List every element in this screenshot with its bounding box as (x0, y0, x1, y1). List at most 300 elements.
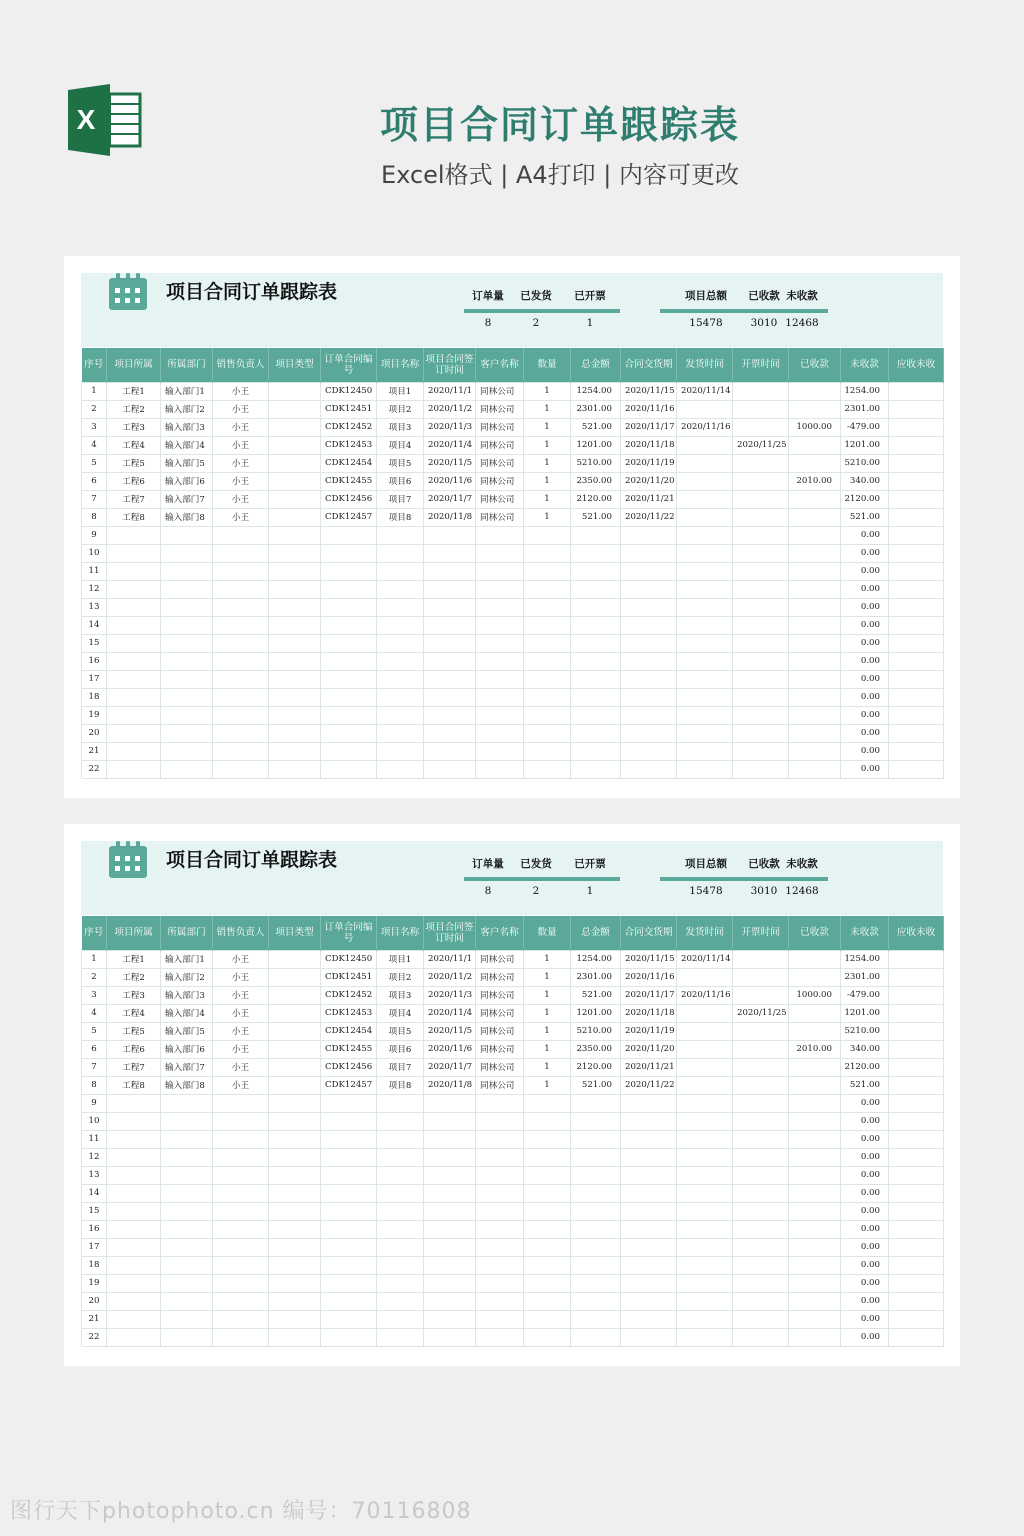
table-cell[interactable] (524, 526, 571, 544)
table-cell[interactable] (107, 580, 161, 598)
table-cell[interactable]: 2020/11/4 (424, 1004, 476, 1022)
table-cell[interactable]: 2020/11/16 (621, 968, 677, 986)
table-cell[interactable]: 1 (524, 436, 571, 454)
table-cell[interactable] (321, 544, 377, 562)
table-cell[interactable] (524, 760, 571, 778)
table-cell[interactable] (789, 1238, 841, 1256)
table-cell[interactable] (377, 1310, 424, 1328)
table-cell[interactable]: 0.00 (841, 634, 889, 652)
table-cell[interactable]: 项目3 (377, 986, 424, 1004)
table-cell[interactable] (377, 652, 424, 670)
table-cell[interactable] (424, 1256, 476, 1274)
table-cell[interactable] (476, 1130, 524, 1148)
table-cell[interactable] (476, 1274, 524, 1292)
table-cell[interactable] (677, 616, 733, 634)
table-cell[interactable]: 工程7 (107, 490, 161, 508)
table-cell[interactable] (269, 1238, 321, 1256)
table-cell[interactable] (377, 616, 424, 634)
table-cell[interactable] (269, 454, 321, 472)
table-cell[interactable] (524, 1166, 571, 1184)
table-cell[interactable]: 22 (82, 1328, 107, 1346)
table-cell[interactable] (789, 670, 841, 688)
table-cell[interactable] (733, 1256, 789, 1274)
table-cell[interactable] (621, 1328, 677, 1346)
table-cell[interactable]: 2120.00 (571, 1058, 621, 1076)
table-cell[interactable] (524, 688, 571, 706)
table-cell[interactable] (621, 1238, 677, 1256)
column-header[interactable]: 已收款 (789, 348, 841, 382)
table-cell[interactable] (524, 706, 571, 724)
table-cell[interactable] (269, 1112, 321, 1130)
table-cell[interactable] (424, 1238, 476, 1256)
table-cell[interactable] (889, 1112, 944, 1130)
table-cell[interactable]: 5210.00 (571, 1022, 621, 1040)
table-cell[interactable]: 2020/11/19 (621, 1022, 677, 1040)
table-cell[interactable]: 1 (524, 382, 571, 400)
table-cell[interactable] (476, 1292, 524, 1310)
table-cell[interactable] (269, 1256, 321, 1274)
table-cell[interactable] (476, 1184, 524, 1202)
table-cell[interactable] (424, 526, 476, 544)
table-cell[interactable]: 2020/11/19 (621, 454, 677, 472)
table-cell[interactable]: 5210.00 (841, 454, 889, 472)
table-cell[interactable]: 2020/11/18 (621, 436, 677, 454)
table-cell[interactable] (476, 1328, 524, 1346)
table-cell[interactable]: 2020/11/17 (621, 418, 677, 436)
table-cell[interactable] (107, 1166, 161, 1184)
table-cell[interactable] (321, 724, 377, 742)
table-cell[interactable] (789, 1094, 841, 1112)
table-cell[interactable]: 2020/11/14 (677, 382, 733, 400)
table-cell[interactable] (107, 760, 161, 778)
table-cell[interactable]: 小王 (213, 418, 269, 436)
table-cell[interactable] (621, 1130, 677, 1148)
column-header[interactable]: 合同交货期 (621, 348, 677, 382)
table-cell[interactable] (213, 688, 269, 706)
table-cell[interactable] (476, 670, 524, 688)
table-cell[interactable] (789, 742, 841, 760)
table-cell[interactable]: 1 (524, 1040, 571, 1058)
table-cell[interactable] (377, 1148, 424, 1166)
table-cell[interactable] (161, 544, 213, 562)
table-cell[interactable] (213, 724, 269, 742)
table-cell[interactable]: 1254.00 (841, 382, 889, 400)
table-cell[interactable]: 20 (82, 724, 107, 742)
table-cell[interactable]: 16 (82, 1220, 107, 1238)
table-cell[interactable] (321, 580, 377, 598)
table-cell[interactable] (889, 1166, 944, 1184)
table-cell[interactable] (621, 1220, 677, 1238)
table-cell[interactable]: 0.00 (841, 616, 889, 634)
table-cell[interactable]: 项目5 (377, 454, 424, 472)
table-cell[interactable] (107, 706, 161, 724)
table-cell[interactable] (571, 1184, 621, 1202)
column-header[interactable]: 所属部门 (161, 916, 213, 950)
table-cell[interactable] (677, 454, 733, 472)
table-cell[interactable] (889, 1274, 944, 1292)
table-cell[interactable] (677, 598, 733, 616)
table-cell[interactable] (677, 1130, 733, 1148)
table-cell[interactable] (161, 724, 213, 742)
table-cell[interactable] (621, 1094, 677, 1112)
table-cell[interactable] (524, 1094, 571, 1112)
table-cell[interactable] (571, 724, 621, 742)
table-cell[interactable] (889, 418, 944, 436)
table-cell[interactable] (789, 562, 841, 580)
table-cell[interactable] (524, 1184, 571, 1202)
table-cell[interactable] (889, 670, 944, 688)
table-cell[interactable] (889, 688, 944, 706)
table-cell[interactable] (213, 1292, 269, 1310)
column-header[interactable]: 项目所属 (107, 916, 161, 950)
column-header[interactable]: 开票时间 (733, 916, 789, 950)
table-cell[interactable]: 3 (82, 418, 107, 436)
table-cell[interactable] (733, 634, 789, 652)
table-cell[interactable] (524, 652, 571, 670)
table-cell[interactable]: CDK12450 (321, 382, 377, 400)
table-cell[interactable]: 19 (82, 1274, 107, 1292)
table-cell[interactable] (789, 1130, 841, 1148)
table-cell[interactable]: 0.00 (841, 1202, 889, 1220)
table-cell[interactable]: 4 (82, 436, 107, 454)
table-cell[interactable] (107, 1202, 161, 1220)
table-cell[interactable] (621, 616, 677, 634)
table-cell[interactable] (524, 1292, 571, 1310)
table-cell[interactable] (269, 1310, 321, 1328)
table-cell[interactable] (377, 1328, 424, 1346)
table-cell[interactable]: 521.00 (841, 1076, 889, 1094)
table-cell[interactable] (621, 706, 677, 724)
table-cell[interactable] (269, 562, 321, 580)
table-cell[interactable] (889, 472, 944, 490)
table-cell[interactable]: 输入部门8 (161, 508, 213, 526)
table-cell[interactable]: 21 (82, 1310, 107, 1328)
table-cell[interactable] (269, 950, 321, 968)
column-header[interactable]: 总金额 (571, 348, 621, 382)
table-cell[interactable] (161, 1148, 213, 1166)
table-cell[interactable]: 同林公司 (476, 472, 524, 490)
table-cell[interactable] (377, 760, 424, 778)
table-cell[interactable]: 输入部门7 (161, 490, 213, 508)
table-cell[interactable] (621, 760, 677, 778)
table-cell[interactable] (524, 1310, 571, 1328)
table-cell[interactable] (677, 544, 733, 562)
table-cell[interactable] (789, 1022, 841, 1040)
table-cell[interactable]: 2020/11/2 (424, 400, 476, 418)
table-cell[interactable]: 2020/11/18 (621, 1004, 677, 1022)
table-cell[interactable] (213, 1328, 269, 1346)
table-cell[interactable] (789, 724, 841, 742)
table-cell[interactable] (789, 1112, 841, 1130)
table-cell[interactable] (621, 1292, 677, 1310)
table-cell[interactable] (161, 706, 213, 724)
table-cell[interactable]: 输入部门5 (161, 454, 213, 472)
column-header[interactable]: 应收未收 (889, 348, 944, 382)
table-cell[interactable]: 1201.00 (571, 436, 621, 454)
column-header[interactable]: 发货时间 (677, 916, 733, 950)
table-cell[interactable] (213, 580, 269, 598)
table-cell[interactable] (107, 652, 161, 670)
table-cell[interactable]: 15 (82, 634, 107, 652)
table-cell[interactable]: 0.00 (841, 1328, 889, 1346)
table-cell[interactable] (571, 1166, 621, 1184)
table-cell[interactable] (733, 544, 789, 562)
table-cell[interactable] (269, 1076, 321, 1094)
table-cell[interactable] (789, 598, 841, 616)
table-cell[interactable]: 工程8 (107, 1076, 161, 1094)
table-cell[interactable] (269, 544, 321, 562)
table-cell[interactable] (107, 634, 161, 652)
table-cell[interactable] (621, 1166, 677, 1184)
table-cell[interactable]: 2020/11/8 (424, 1076, 476, 1094)
table-cell[interactable] (321, 1274, 377, 1292)
table-cell[interactable] (424, 562, 476, 580)
table-cell[interactable]: 输入部门3 (161, 986, 213, 1004)
table-cell[interactable] (161, 670, 213, 688)
table-cell[interactable] (677, 724, 733, 742)
table-cell[interactable] (889, 508, 944, 526)
table-cell[interactable]: 7 (82, 490, 107, 508)
table-cell[interactable] (677, 526, 733, 544)
table-cell[interactable] (377, 1256, 424, 1274)
table-cell[interactable]: 工程2 (107, 968, 161, 986)
table-cell[interactable] (571, 1094, 621, 1112)
column-header[interactable]: 序号 (82, 916, 107, 950)
table-cell[interactable]: 小王 (213, 950, 269, 968)
table-cell[interactable] (269, 742, 321, 760)
table-cell[interactable] (377, 1130, 424, 1148)
table-cell[interactable] (571, 1202, 621, 1220)
table-cell[interactable] (377, 1112, 424, 1130)
table-cell[interactable] (889, 950, 944, 968)
table-cell[interactable] (107, 562, 161, 580)
table-cell[interactable] (161, 1220, 213, 1238)
table-cell[interactable] (889, 526, 944, 544)
table-cell[interactable] (733, 1310, 789, 1328)
table-cell[interactable]: 输入部门4 (161, 436, 213, 454)
table-cell[interactable] (269, 634, 321, 652)
table-cell[interactable] (571, 526, 621, 544)
table-cell[interactable] (733, 1094, 789, 1112)
table-cell[interactable] (269, 706, 321, 724)
table-cell[interactable]: 工程3 (107, 418, 161, 436)
table-cell[interactable] (789, 1256, 841, 1274)
table-cell[interactable]: 1 (524, 418, 571, 436)
table-cell[interactable] (424, 1274, 476, 1292)
table-cell[interactable]: 0.00 (841, 1274, 889, 1292)
table-cell[interactable] (424, 1112, 476, 1130)
table-cell[interactable]: 小王 (213, 400, 269, 418)
table-cell[interactable]: 项目2 (377, 968, 424, 986)
column-header[interactable]: 应收未收 (889, 916, 944, 950)
table-cell[interactable]: 工程2 (107, 400, 161, 418)
table-cell[interactable] (677, 472, 733, 490)
table-cell[interactable] (161, 1112, 213, 1130)
table-cell[interactable]: 输入部门1 (161, 950, 213, 968)
table-cell[interactable]: 同林公司 (476, 490, 524, 508)
table-cell[interactable] (476, 1220, 524, 1238)
table-cell[interactable]: 0.00 (841, 1184, 889, 1202)
table-cell[interactable]: 18 (82, 1256, 107, 1274)
table-cell[interactable] (161, 1130, 213, 1148)
table-cell[interactable]: 同林公司 (476, 1004, 524, 1022)
table-cell[interactable] (621, 1112, 677, 1130)
table-cell[interactable]: 小王 (213, 1058, 269, 1076)
table-cell[interactable] (269, 986, 321, 1004)
table-cell[interactable] (424, 580, 476, 598)
table-cell[interactable] (889, 544, 944, 562)
table-cell[interactable] (621, 1184, 677, 1202)
table-cell[interactable] (476, 634, 524, 652)
table-cell[interactable] (377, 742, 424, 760)
table-cell[interactable] (424, 1184, 476, 1202)
table-cell[interactable] (789, 1292, 841, 1310)
table-cell[interactable] (161, 1184, 213, 1202)
table-cell[interactable] (733, 742, 789, 760)
table-cell[interactable]: 1254.00 (571, 950, 621, 968)
table-cell[interactable] (321, 1202, 377, 1220)
table-cell[interactable]: 2301.00 (571, 968, 621, 986)
table-cell[interactable] (213, 598, 269, 616)
table-cell[interactable] (321, 760, 377, 778)
table-cell[interactable]: 2020/11/20 (621, 472, 677, 490)
table-cell[interactable]: 2301.00 (841, 400, 889, 418)
table-cell[interactable] (524, 742, 571, 760)
table-cell[interactable] (161, 1292, 213, 1310)
table-cell[interactable] (377, 670, 424, 688)
column-header[interactable]: 数量 (524, 916, 571, 950)
table-cell[interactable] (377, 1220, 424, 1238)
table-cell[interactable]: -479.00 (841, 986, 889, 1004)
table-cell[interactable] (321, 1184, 377, 1202)
table-cell[interactable] (107, 688, 161, 706)
table-cell[interactable]: CDK12452 (321, 986, 377, 1004)
table-cell[interactable]: 0.00 (841, 1256, 889, 1274)
table-cell[interactable]: 20 (82, 1292, 107, 1310)
table-cell[interactable] (321, 1166, 377, 1184)
table-cell[interactable] (571, 634, 621, 652)
table-cell[interactable] (321, 706, 377, 724)
table-cell[interactable] (571, 670, 621, 688)
table-cell[interactable] (889, 760, 944, 778)
table-cell[interactable] (269, 1184, 321, 1202)
table-cell[interactable] (269, 1274, 321, 1292)
table-cell[interactable] (321, 1220, 377, 1238)
table-cell[interactable]: 521.00 (571, 986, 621, 1004)
table-cell[interactable]: 18 (82, 688, 107, 706)
table-cell[interactable]: 同林公司 (476, 418, 524, 436)
table-cell[interactable]: 0.00 (841, 1148, 889, 1166)
table-cell[interactable]: 工程1 (107, 382, 161, 400)
table-cell[interactable] (889, 1148, 944, 1166)
table-cell[interactable] (524, 1328, 571, 1346)
table-cell[interactable] (571, 1220, 621, 1238)
table-cell[interactable] (524, 1148, 571, 1166)
table-cell[interactable] (377, 1238, 424, 1256)
table-cell[interactable] (269, 1130, 321, 1148)
table-cell[interactable] (733, 1238, 789, 1256)
table-cell[interactable] (321, 1328, 377, 1346)
table-cell[interactable] (789, 382, 841, 400)
table-cell[interactable] (213, 670, 269, 688)
table-cell[interactable] (377, 1274, 424, 1292)
table-cell[interactable]: 项目6 (377, 472, 424, 490)
table-cell[interactable] (476, 742, 524, 760)
table-cell[interactable] (789, 1328, 841, 1346)
table-cell[interactable] (107, 1274, 161, 1292)
table-cell[interactable] (424, 1310, 476, 1328)
table-cell[interactable]: 2120.00 (841, 1058, 889, 1076)
table-cell[interactable] (789, 706, 841, 724)
table-cell[interactable] (571, 580, 621, 598)
table-cell[interactable]: 0.00 (841, 526, 889, 544)
table-cell[interactable] (269, 418, 321, 436)
table-cell[interactable] (677, 1274, 733, 1292)
table-cell[interactable]: 工程6 (107, 472, 161, 490)
table-cell[interactable] (269, 670, 321, 688)
table-cell[interactable] (621, 1274, 677, 1292)
table-cell[interactable] (677, 1256, 733, 1274)
table-cell[interactable]: 19 (82, 706, 107, 724)
table-cell[interactable] (889, 986, 944, 1004)
table-cell[interactable] (571, 1292, 621, 1310)
table-cell[interactable] (789, 580, 841, 598)
table-cell[interactable] (789, 1004, 841, 1022)
table-cell[interactable]: 同林公司 (476, 508, 524, 526)
table-cell[interactable] (269, 652, 321, 670)
table-cell[interactable] (161, 526, 213, 544)
table-cell[interactable]: 1201.00 (841, 1004, 889, 1022)
table-cell[interactable] (476, 760, 524, 778)
table-cell[interactable] (733, 382, 789, 400)
table-cell[interactable]: 12 (82, 580, 107, 598)
table-cell[interactable] (571, 1112, 621, 1130)
table-cell[interactable]: 2020/11/15 (621, 950, 677, 968)
table-cell[interactable] (733, 1076, 789, 1094)
table-cell[interactable] (677, 580, 733, 598)
table-cell[interactable]: 工程1 (107, 950, 161, 968)
table-cell[interactable]: CDK12450 (321, 950, 377, 968)
table-cell[interactable] (161, 742, 213, 760)
table-cell[interactable]: 小王 (213, 1040, 269, 1058)
table-cell[interactable]: 同林公司 (476, 1040, 524, 1058)
table-cell[interactable] (889, 1184, 944, 1202)
table-cell[interactable] (733, 706, 789, 724)
column-header[interactable]: 项目名称 (377, 348, 424, 382)
table-cell[interactable]: CDK12453 (321, 436, 377, 454)
table-cell[interactable]: 0.00 (841, 1292, 889, 1310)
table-cell[interactable]: 项目8 (377, 508, 424, 526)
table-cell[interactable] (377, 1094, 424, 1112)
table-cell[interactable]: 1254.00 (571, 382, 621, 400)
table-cell[interactable] (677, 760, 733, 778)
table-cell[interactable]: 小王 (213, 508, 269, 526)
table-cell[interactable] (621, 1256, 677, 1274)
table-cell[interactable]: CDK12456 (321, 490, 377, 508)
table-cell[interactable] (889, 724, 944, 742)
table-cell[interactable] (269, 1292, 321, 1310)
table-cell[interactable] (889, 706, 944, 724)
table-cell[interactable] (524, 634, 571, 652)
table-cell[interactable]: 2020/11/2 (424, 968, 476, 986)
column-header[interactable]: 数量 (524, 348, 571, 382)
table-cell[interactable] (476, 1166, 524, 1184)
table-cell[interactable] (161, 1310, 213, 1328)
table-cell[interactable]: 0.00 (841, 706, 889, 724)
table-cell[interactable] (321, 688, 377, 706)
table-cell[interactable] (789, 688, 841, 706)
table-cell[interactable]: 0.00 (841, 670, 889, 688)
